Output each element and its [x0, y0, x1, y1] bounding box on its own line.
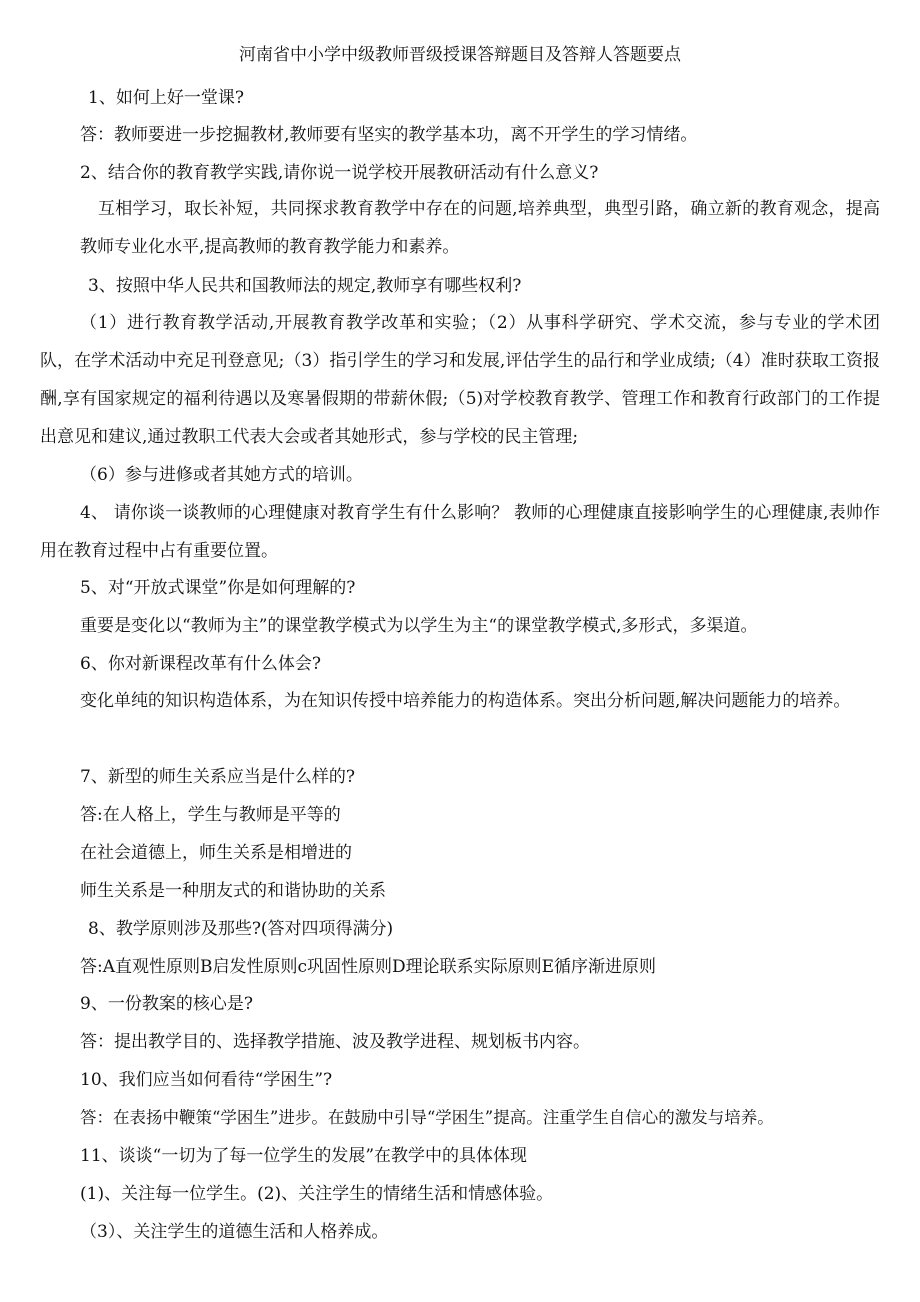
question-2: 2、结合你的教育教学实践,请你说一说学校开展教研活动有什么意义? — [80, 163, 599, 183]
answer-8: 答:A直观性原则B启发性原则c巩固性原则D理论联系实际原则E循序渐进原则 — [80, 957, 657, 977]
answer-6: 变化单纯的知识构造体系，为在知识传授中培养能力的构造体系。突出分析问题,解决问题能力的培养。 — [80, 691, 851, 711]
answer-3: （1）进行教育教学活动,开展教育教学改革和实验；（2）从事科学研究、学术交流，参与专业的学术团队，在学术活动中充足刊登意见;（3）指引学生的学习和发展,评估学生的品行和学业成绩;（4）准时获取工资报酬,享有国家规定的福利待遇以及寒暑假期的带薪休假;（5)对学校教育教学、管理工作和教育行政部门的工作提出意见和建议,通过教职工代表大会或者其她形式，参与学校的民主管理; — [40, 313, 880, 447]
question-4: 4、 请你谈一谈教师的心理健康对教育学生有什么影响？ 教师的心理健康直接影响学生的心理健康,表帅作用在教育过程中占有重要位置。 — [40, 503, 880, 561]
answer-5: 重要是变化以“教师为主”的课堂教学模式为以学生为主“的课堂教学模式,多形式，多渠道。 — [80, 616, 758, 636]
question-7: 7、新型的师生关系应当是什么样的? — [80, 767, 355, 787]
question-10: 10、我们应当如何看待“学困生”? — [80, 1070, 333, 1090]
answer-11-line-2: （3）、关注学生的道德生活和人格养成。 — [80, 1222, 389, 1242]
answer-3-item-6: （6）参与进修或者其她方式的培训。 — [80, 465, 363, 485]
answer-7-line-2: 在社会道德上，师生关系是相增进的 — [80, 843, 352, 863]
answer-7-line-1: 答:在人格上，学生与教师是平等的 — [80, 805, 341, 825]
answer-10: 答：在表扬中鞭策“学困生”进步。在鼓励中引导“学困生”提高。注重学生自信心的激发与培养。 — [80, 1108, 774, 1127]
answer-7-line-3: 师生关系是一种朋友式的和谐协助的关系 — [80, 881, 386, 901]
answer-1: 答：教师要进一步挖掘教材,教师要有坚实的教学基本功，离不开学生的学习情绪。 — [80, 125, 698, 145]
question-9: 9、一份教案的核心是? — [80, 994, 253, 1014]
question-6: 6、你对新课程改革有什么体会? — [80, 654, 321, 674]
question-11: 11、谈谈“一切为了每一位学生的发展”在教学中的具体体现 — [80, 1146, 528, 1166]
answer-9: 答：提出教学目的、选择教学措施、波及教学进程、规划板书内容。 — [80, 1032, 590, 1052]
question-1: 1、如何上好一堂课? — [88, 88, 244, 108]
question-8: 8、教学原则涉及那些?(答对四项得满分) — [88, 919, 394, 939]
document-title: 河南省中小学中级教师晋级授课答辩题目及答辩人答题要点 — [239, 45, 681, 65]
answer-2: 互相学习，取长补短，共同探求教育教学中存在的问题,培养典型，典型引路，确立新的教育观念，提高教师专业化水平,提高教师的教育教学能力和素养。 — [80, 199, 880, 257]
answer-11-line-1: (1)、关注每一位学生。(2)、关注学生的情绪生活和情感体验。 — [80, 1184, 554, 1204]
question-3: 3、按照中华人民共和国教师法的规定,教师享有哪些权利? — [88, 276, 522, 296]
question-5: 5、对“开放式课堂”你是如何理解的? — [80, 578, 356, 598]
